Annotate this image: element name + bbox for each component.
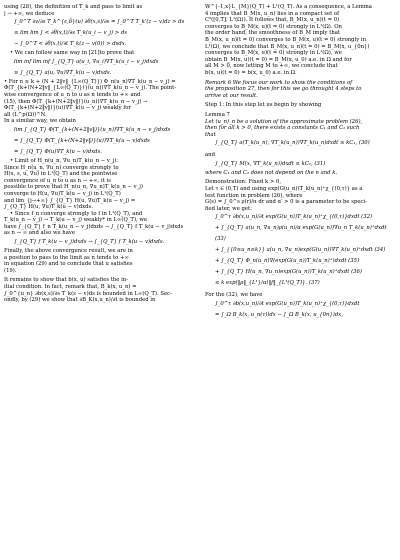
equation-line: (33) [215,236,226,243]
text-line: It remains to show that b(x, u) satisfies the in- [4,277,129,284]
equation-line: lim ∫_{Q_T} Φ(T_{k+(N+2‖v‖)}(u_n))∇T_k(u_n − v_j)dxds [14,126,171,133]
equation-line: + ∫_{Q_T} a(u_n, ∇u_n)ρ(u_n)/α exp(G(u_n))∇u_n T_k(u_n)⁺dxdt [215,225,387,232]
text-line: C⁰([0,T]; L¹(Ω)). It follows that, B_M(x, u_n)(t = 0) [205,17,340,24]
equation-line: ∫_0^τ ∂b(x,u_n)/∂t exp(G(u_n))T_k(u_n)⁺χ_{(0,τ)}dxdt (32) [215,214,373,221]
text-line: 4 implies that B_M(x, u_n) lies in a compact set of [205,10,340,17]
text-line: T_k(u_n − v_j) → T_k(u − v_j) weakly* in L∞(Q_T), we [4,217,148,224]
text-line: a position to pass to the limit as n tends to +∞ [4,254,129,261]
text-line: test function in problem (26), where [205,192,303,199]
equation-line: − ∫_0^T < ∂θ(x,t)/∂t T_k(z − v(0)) > dsdx. [14,41,127,48]
equation-line: ∫_{Q_T} a(T_k(u_n), ∇T_k(u_n))∇T_k(u_n)dxdt ≤ kC₁, (30) [215,140,370,147]
text-line: L¹(Ω), we conclude that B_M(x, u_n)(t = 0) = B_M(x, u_{0n}) [205,43,370,50]
text-line: converge to H(u, ∇u)T_k(u − v_j) in L¹(Q_T) [4,190,121,197]
text-line: • Since f_n converge strongly to f in L¹(Q_T), and [10,210,143,217]
equation-line: = ∫_{Q_T} Φ(T_{k+(N+2‖v‖)}(u))∇T_k(u − v)dxds [14,137,150,144]
text-line: using (28), the definition of T_k and pass to limit as [4,4,143,10]
text-line: • For n ≥ k + (N + 2‖v‖_{L∞(Q_T)}) Φ_n(u_n)∇T_k(u_n − v_j) = [4,78,176,85]
text-line: fied later, we get: [205,205,252,212]
text-line: ondly, by (29) we show that ∂B_K(x,u_n)/∂t is bounded in [4,297,156,304]
text-line: (15), then Φ(T_{k+(N+2‖v‖)}(u_n))∇T_k(u_n − v_j) → [4,98,148,105]
text-line: the order hand, the smoothness of B_M imply that [205,30,341,37]
equation-line: ≤ k exp(‖ρ‖_{L¹}/α)‖f‖_{L¹(Q_T)}. (37) [215,280,320,287]
text-line: Φ(T_{k+(N+2‖v‖_{L∞(Q_T)})}(u_n))∇T_k(u_n − v_j). The point- [4,85,177,92]
equation-line: ∫_0^τ ∂b(x,u_n)/∂t exp(G(u_n))T_k(u_n)⁺χ_{(0,τ)}dxdt [215,301,360,308]
text-line: H(x, s, u, ∇u) in L¹(Q_T) and the pointwise [4,171,118,178]
text-line: Démonstration: Fixed k > 0, [205,179,282,186]
text-line: b(x, u)(t = 0) = b(x, u_0) a.e. in Ω. [205,69,297,76]
text-line: possible to prove that H_n(u_n, ∇u_n)T_k(u_n − v_j) [4,184,143,191]
text-line: G(s) = ∫_0^s ρ(r)/α dr and α′ > 0 is a parameter to be speci- [205,199,367,206]
equation-line: = ∫_Ω B_k(x, u_n(τ))dx − ∫_Ω B_k(x, u_{0n})dx, [215,312,343,319]
text-line: Finally, the above convergence result, we are in [4,248,133,255]
text-line: Remark 6 We focus our work to show the conditions of [205,79,353,86]
text-line: and [205,152,215,159]
text-line: (19). [4,267,17,274]
text-line: all M > 0, now letting M to +∞, we conclude that [205,63,338,70]
right-column [205,4,396,321]
text-line: Φ(T_{k+(N+2‖v‖)}(u))∇T_k(u − v_j) weakly for [4,105,131,112]
equation-line: ∫_0^T ∂v/∂s T_k^{ε,δ}(u) ∂θ(x,s)/∂s = ∫_0^T T_k'(z − v)dz > ds [14,19,185,26]
text-line: Let (u_n)_n be a solution of the approximate problem (26), [205,118,363,125]
left-column [4,4,194,304]
equation-line: ≤ lim lim ∫ < ∂θ(x,t)/∂s T_k(u_i − v_j) > ds [14,30,127,37]
equation-line: = ∫_{Q_T} Φ(u)∇T_k(u − v)dxds. [14,148,102,155]
text-line: Let τ ∈ (0,T) and using exp(G(u_n))T_k(u_n)⁺χ_{(0,τ)} as a [205,186,363,193]
text-line: then for all k > 0, there exists a constants C₁ and C₂ such [205,125,360,132]
text-line: converges to B_M(x, u)(t = 0) strongly in L¹(Ω). On [205,23,342,30]
text-line: Lemma 7 [205,111,230,118]
text-line: in equation (29) and to conclude that u satisfies [4,261,133,268]
equation-line: + ∫_{Q_T} Φ_n(u_n)∇(exp(G(u_n))T_k(u_n)⁺)dxdt (35) [215,258,360,265]
text-line: where C₁ and C₂ does not depend on the n and k. [205,169,338,176]
text-line: ∫_{Q_T} H(u, ∇u)T_k(u − v)dxds. [4,204,93,211]
equation-line: ∫_{Q_T} M(x, ∇T_k(u_n))dxdt ≤ kC₂, (31) [215,160,326,167]
equation-line: ≥ ∫_{Q_T} a(u, ∇u)∇T_k(u − v)dxds. [14,69,112,76]
text-line: itial condition. In fact, remark that, B_k(x, u_n) = [4,284,137,291]
text-line: B_M(x, u_n)(t = 0) converges to B_M(x, u)(t = 0) strongly in [205,36,367,43]
text-line: converges to B_M(x, u)(t = 0) strongly in L¹(Ω), we [205,50,342,57]
text-line: In a similar way, we obtain [4,118,76,125]
text-line: the proposition 27, then for this we go throught 4 steps to [205,86,362,93]
text-line: Since H_n(u_n, ∇u_n) converge strongly to [4,164,119,171]
text-line: Step 1: In this step let us begin by showing [205,102,322,109]
equation-line: + ∫_{Q_T} H(u_n, ∇u_n)exp(G(u_n))T_k(u_n)⁺dxdt (36) [215,269,362,276]
equation-line: ∫_{Q_T} f T_k(u − v_j)dxds → ∫_{Q_T} f T_k(u − v)dxds. [14,239,165,246]
text-line: • We can follow same way in [21]to prove that [10,50,135,57]
text-line: have ∫_{Q_T} f_n T_k(u_n − v_j)dxds → ∫_{Q_T} f T_k(u − v_j)dxds [4,223,184,230]
text-line: arrive at our result. [205,92,258,99]
text-line: • Limit of H_n(u_n, ∇u_n)T_k(u_n − v_j): [10,157,119,164]
equation-line: + ∫_{{0≤u_n≤k}} a(u_n, ∇u_n)exp(G(u_n))∇T_k(u_n)⁺dxdt (34) [215,247,386,254]
text-line: ∫_0^{u_n} ∂b(x,s)/∂s T_k(s − v)ds is bounded in L∞(Q_T). Sec- [4,290,172,297]
text-line: that [205,131,216,138]
text-line: convergence of u_n to u as n → +∞, it is [4,177,111,184]
text-line: For the (32), we have [205,292,263,299]
text-line: obtain B_M(x, u)(t = 0) = B_M(x, u_0) a.e. in Ω and for [205,56,352,63]
equation-line: lim inf lim inf ∫_{Q_T} a(u_i, ∇u_i)∇T_k(u_i − v_j)dxds [14,58,159,65]
text-line: and lim_{j→+∞} ∫_{Q_T} H(u, ∇u)T_k(u − v_j) = [4,197,136,204]
text-line: j → +∞, we deduce [4,10,55,17]
text-line: as n → ∞ and also we have [4,230,76,237]
text-line: W^{-1,x}L_{M̄}(Q_T) + L¹(Q_T). As a consequence, a Lemma [205,4,372,10]
text-line: all (L^p(Ω))^N. [4,111,47,118]
text-line: wise convergence of u_n to u as n tends to +∞ and [4,91,141,98]
